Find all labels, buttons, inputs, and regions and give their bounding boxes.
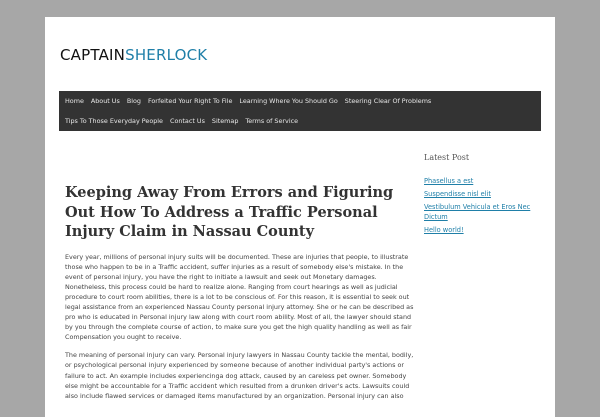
sidebar-link-hello-world[interactable]: Hello world! [424, 226, 464, 234]
nav-item-contact-us[interactable]: Contact Us [170, 117, 205, 125]
nav-item-steering[interactable]: Steering Clear Of Problems [344, 97, 432, 105]
article-title: Keeping Away From Errors and Figuring Out How To Address a Traffic Personal Injury Claim in Nassau County [65, 184, 394, 240]
nav-item-sitemap[interactable]: Sitemap [211, 117, 239, 125]
article-paragraph-1: Every year, millions of personal injury suits will be documented. These are injuries that people, to illustrate those who happen to be in a Traffic accident, suffer injuries as a result of somebody else's mistake. In the event of personal injury, you have the right to initiate a lawsuit and seek out Monetary damages. Nonetheless, this process could be hard to realize alone. Ranging from court hearings as well as judicial procedure to court room abilities, there is a lot to be conscious of. For this reason, it is essential to seek out legal assistance from an experienced Nassau County personal injury attorney. She or he can be described as pro who is educated in Personal injury law along with court room ability. Most of all, the lawyer should stand by you through the complete course of action, to make sure you get the high quality handling as well as fair Compensation you ought to receive. [65, 252, 414, 342]
nav-item-learning[interactable]: Learning Where You Should Go [239, 97, 338, 105]
nav-item-blog[interactable]: Blog [126, 97, 141, 105]
sidebar-title: Latest Post [424, 153, 470, 162]
nav-item-forfeited[interactable]: Forfeited Your Right To File [147, 97, 233, 105]
nav-item-home[interactable]: Home [65, 97, 84, 105]
site-logo[interactable] [60, 46, 207, 64]
main-navigation [59, 91, 541, 131]
page-container [45, 17, 555, 417]
sidebar-link-phasellus[interactable]: Phasellus a est [424, 177, 474, 185]
nav-row-1 [59, 91, 432, 111]
logo-part-sherlock: SHERLOCK [125, 46, 208, 64]
article-paragraph-2: The meaning of personal injury can vary. Personal injury lawyers in Nassau County tackle the mental, bodily, or psychological personal injury experienced by someone because of another individual party's actions or failure to act. An example includes experiencinga dog attack, caused by an careless pet owner. Somebody else might be accountable for a Traffic accident which resulted from a drunken driver's acts. Lawsuits could also include flawed services or damaged items manufactured by an organization. Personal injury can also [65, 351, 414, 400]
sidebar-link-vestibulum[interactable]: Vestibulum Vehicula et Eros Nec Dictum [424, 203, 531, 221]
sidebar [424, 153, 549, 238]
article [65, 183, 417, 409]
nav-item-terms[interactable]: Terms of Service [245, 117, 299, 125]
nav-item-about-us[interactable]: About Us [90, 97, 120, 105]
logo-part-captain: CAPTAIN [60, 46, 126, 64]
sidebar-link-suspendisse[interactable]: Suspendisse nisl elit [424, 190, 491, 198]
nav-row-2 [59, 111, 299, 131]
nav-item-tips[interactable]: Tips To Those Everyday People [65, 117, 163, 125]
